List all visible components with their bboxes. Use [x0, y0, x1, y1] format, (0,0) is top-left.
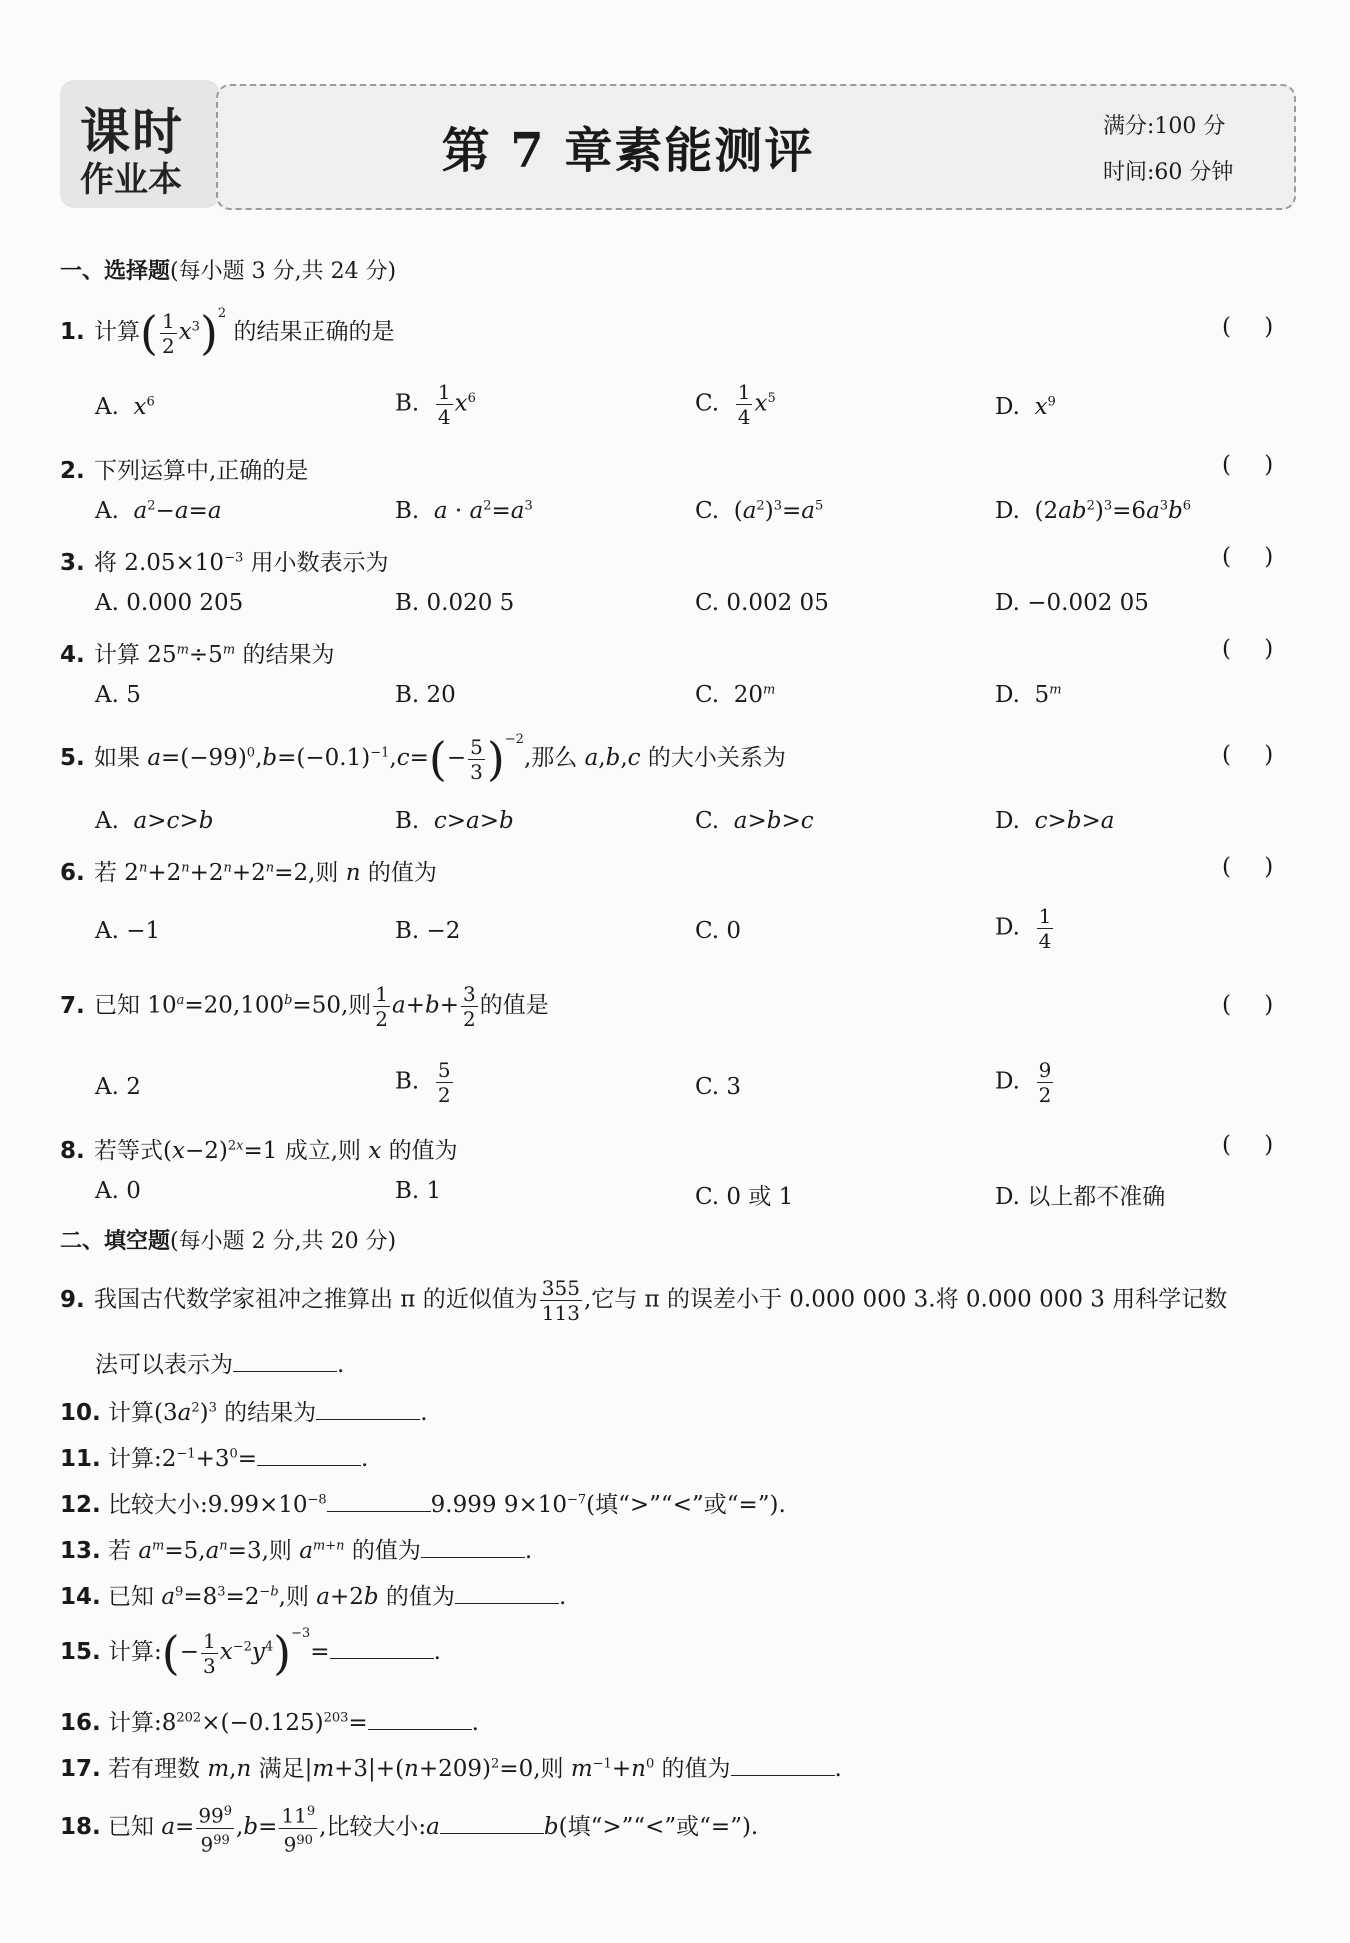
q14-answer-blank[interactable]	[455, 1583, 559, 1604]
q7-option-c: C. 3	[695, 1074, 742, 1100]
question-2	[60, 452, 308, 485]
q4-d-label: D.	[995, 682, 1020, 708]
q8-option-d: D. 以上都不准确	[995, 1184, 1166, 1210]
q11-text: 计算:	[108, 1446, 162, 1472]
q1-answer-paren: ( )	[1222, 314, 1274, 340]
q2-b-label: B.	[395, 498, 420, 524]
q17-answer-blank[interactable]	[731, 1755, 835, 1776]
full-score: 满分:100 分	[1103, 114, 1226, 139]
q2-text: 下列运算中,正确的是	[94, 458, 309, 484]
q7-option-a: A. 2	[95, 1074, 141, 1100]
q11-answer-blank[interactable]	[257, 1445, 361, 1466]
q8-option-c: C. 0 或 1	[695, 1184, 794, 1210]
section-fill-label: 二、填空题	[60, 1229, 171, 1254]
question-5: 5. 如果 $a=(-99)^0,b=(-0.1)^{-1},c=(-$ $\frac{5}{3}$ )$^{-2}$,那么 a,b,c 的大小关系为	[60, 732, 786, 786]
q3-post: 用小数表示为	[243, 550, 389, 576]
question-12: 12. 比较大小$:9.99\times 10^{-8}$ 9.999 $9\times 10^{-7}$(填“>”“<”或“=”).	[60, 1492, 786, 1518]
q3-option-c: C. 0.002 05	[695, 590, 829, 616]
q9-number: 9.	[60, 1286, 85, 1313]
q7-answer-paren: ( )	[1222, 992, 1274, 1018]
q6-answer-paren: ( )	[1222, 854, 1274, 880]
q9-answer-blank[interactable]	[233, 1351, 337, 1372]
q1-a-label: A.	[95, 394, 119, 420]
q10-number: 10.	[60, 1400, 101, 1426]
q6-option-d: D. $\frac{1}{4}$	[995, 904, 1052, 953]
q1-b-label: B.	[395, 390, 420, 417]
question-11: 11. 计算$:2^{-1}+3^0=$ .	[60, 1446, 369, 1472]
question-16: 16. 计算$:8^{202}\times(-0.125)^{203}=$ .	[60, 1710, 479, 1736]
q2-answer-paren: ( )	[1222, 452, 1274, 478]
q16-number: 16.	[60, 1710, 101, 1736]
q1-option-c: C. $\frac{1}{4}$ $x^5$	[695, 380, 776, 429]
q1-option-a: A. $x^6$	[95, 394, 155, 420]
question-18: 18. 已知 a= $\frac{99^9}{9^{99}}$ ,b= $\frac{11^9}{9^{90}}$ ,比较大小:a b(填“>”“<”或“=”).	[60, 1800, 758, 1856]
q4-option-b: B. 20	[395, 682, 456, 708]
page-title: 第 7 章素能测评	[441, 123, 815, 179]
q18-text: 已知	[108, 1814, 154, 1841]
question-8: 8. 若等式$(x-2)^{2x}=1$ 成立,则 x 的值为	[60, 1138, 458, 1164]
q9-post: ,它与 π 的误差小于 0.000 000 3.将 0.000 000 3 用科学记数	[583, 1286, 1228, 1313]
q4-option-c: C. 20$^m$	[695, 682, 776, 708]
q12-number: 12.	[60, 1492, 101, 1518]
q8-option-b: B. 1	[395, 1178, 442, 1204]
q5-option-c: C. a>b>c	[695, 808, 814, 834]
q5-text: 如果	[94, 745, 140, 771]
q14-text: 已知	[108, 1584, 154, 1610]
q4-text: 计算 25	[94, 642, 177, 668]
q16-answer-blank[interactable]	[368, 1709, 472, 1730]
q5-option-d: D. c>b>a	[995, 808, 1115, 834]
q15-number: 15.	[60, 1639, 101, 1665]
q3-number: 3.	[60, 550, 85, 576]
question-10: 10. 计算$(3a^2)^3$ 的结果为 .	[60, 1400, 428, 1426]
brand-logo	[60, 80, 220, 208]
q5-a-label: A.	[95, 808, 119, 834]
q8-option-a: A. 0	[95, 1178, 141, 1204]
q16-text: 计算:	[108, 1710, 162, 1736]
q1-d-label: D.	[995, 394, 1020, 420]
q2-option-c: C. $(a^2)^3=a^5$	[695, 498, 824, 524]
q6-text: 若	[94, 860, 117, 886]
q7-number: 7.	[60, 992, 85, 1019]
q2-d-label: D.	[995, 498, 1020, 524]
q4-answer-paren: ( )	[1222, 636, 1274, 662]
q5-number: 5.	[60, 745, 85, 771]
exam-meta	[1103, 104, 1233, 196]
q7-b-label: B.	[395, 1068, 420, 1095]
q2-number: 2.	[60, 458, 85, 484]
time-limit: 时间:60 分钟	[1103, 160, 1234, 185]
q5-answer-paren: ( )	[1222, 742, 1274, 768]
section-choice-note: (每小题 3 分,共 24 分)	[170, 259, 397, 284]
question-6: 6. 若 $2^n+2^n+2^n+2^n=2$,则 n 的值为	[60, 860, 437, 886]
q1-option-d: D. $x^9$	[995, 394, 1056, 420]
logo-line1: 课时	[80, 103, 184, 161]
q7-d-label: D.	[995, 1068, 1020, 1095]
q6-number: 6.	[60, 860, 85, 886]
section-choice-title	[60, 254, 396, 285]
q1-c-label: C.	[695, 390, 720, 417]
q1-number: 1.	[60, 319, 85, 345]
question-7: 7. 已知 $10^a=20,100^b=50$,则 $\frac{1}{2}$ a+b+ $\frac{3}{2}$ 的值是	[60, 982, 549, 1031]
q17-text: 若有理数	[108, 1756, 200, 1782]
question-3	[60, 544, 389, 577]
q3-option-a: A. 0.000 205	[95, 590, 244, 616]
q3-option-b: B. 0.020 5	[395, 590, 515, 616]
q3-pre: 将 2.05×10	[94, 550, 225, 576]
q2-option-d: D. $(2ab^2)^3=6a^3b^6$	[995, 498, 1192, 524]
q6-option-a: A. −1	[95, 918, 161, 944]
q13-text: 若	[108, 1538, 131, 1564]
q17-number: 17.	[60, 1756, 101, 1782]
q5-d-label: D.	[995, 808, 1020, 834]
q12-text: 比较大小:	[108, 1492, 208, 1518]
q13-number: 13.	[60, 1538, 101, 1564]
section-choice-label: 一、选择题	[60, 259, 171, 284]
q2-option-a: A. $a^2-a=a$	[95, 498, 222, 524]
q8-answer-paren: ( )	[1222, 1132, 1274, 1158]
q15-answer-blank[interactable]	[330, 1638, 434, 1659]
q6-option-b: B. −2	[395, 918, 461, 944]
q5-option-b: B. c>a>b	[395, 808, 514, 834]
q5-c-label: C.	[695, 808, 720, 834]
q9-line2-text: 法可以表示为	[95, 1352, 233, 1378]
q1-option-b: B. $\frac{1}{4}$ $x^6$	[395, 380, 476, 429]
q6-option-c: C. 0	[695, 918, 742, 944]
q7-text: 已知	[94, 992, 140, 1019]
q1-pre: 计算	[94, 319, 140, 345]
question-15: 15. 计算:(− $\frac{1}{3}$ $x^{-2}y^4)^{-3}=$ .	[60, 1626, 441, 1680]
q8-text: 若等式	[94, 1138, 163, 1164]
logo-line2: 作业本	[80, 160, 182, 200]
q2-option-b: B. $a \cdot a^2=a^3$	[395, 498, 533, 524]
q10-text: 计算	[108, 1400, 154, 1426]
q15-text: 计算:	[108, 1639, 162, 1665]
section-fill-title	[60, 1224, 396, 1255]
q7-option-b: B. $\frac{5}{2}$	[395, 1058, 451, 1107]
q8-number: 8.	[60, 1138, 85, 1164]
q5-b-label: B.	[395, 808, 420, 834]
q2-c-label: C.	[695, 498, 720, 524]
q7-option-d: D. $\frac{9}{2}$	[995, 1058, 1052, 1107]
q18-answer-blank[interactable]	[440, 1813, 544, 1834]
q6-d-label: D.	[995, 914, 1020, 941]
question-13: 13. 若 $a^m=5,a^n=3$,则 $a^{m+n}$ 的值为 .	[60, 1538, 533, 1564]
q5-option-a: A. a>c>b	[95, 808, 214, 834]
q4-option-a: A. 5	[95, 682, 141, 708]
q4-c-label: C.	[695, 682, 720, 708]
title-banner	[216, 84, 1296, 210]
q12-answer-blank[interactable]	[327, 1491, 431, 1512]
q11-number: 11.	[60, 1446, 101, 1472]
question-14: 14. 已知 $a^9=8^3=2^{-b}$,则 a+2b 的值为 .	[60, 1584, 567, 1610]
question-4: 4. 计算 $25^m\div 5^m$ 的结果为	[60, 642, 335, 668]
q2-a-label: A.	[95, 498, 119, 524]
q3-answer-paren: ( )	[1222, 544, 1274, 570]
q13-answer-blank[interactable]	[421, 1537, 525, 1558]
section-fill-note: (每小题 2 分,共 20 分)	[170, 1229, 397, 1254]
question-9-line2: 法可以表示为 .	[95, 1352, 345, 1378]
question-1: 1. 计算( $\frac{1}{2}$ $x^3)^2$ 的结果正确的是	[60, 306, 395, 360]
question-17: 17. 若有理数 m,n 满足$|m+3|+(n+209)^2=0$,则 $m^{-1}+n^0$ 的值为 .	[60, 1756, 842, 1782]
q3-option-d: D. −0.002 05	[995, 590, 1149, 616]
q18-number: 18.	[60, 1814, 101, 1841]
question-9: 9. 我国古代数学家祖冲之推算出 π 的近似值为 $\frac{355}{113}$ ,它与 π 的误差小于 0.000 000 3.将 0.000 000 3 用科学记数	[60, 1276, 1228, 1325]
q14-number: 14.	[60, 1584, 101, 1610]
q3-exponent: −3	[224, 550, 244, 566]
q4-option-d: D. 5$^m$	[995, 682, 1062, 708]
q9-pre: 我国古代数学家祖冲之推算出 π 的近似值为	[94, 1286, 538, 1313]
q1-post: 的结果正确的是	[226, 319, 395, 345]
q4-number: 4.	[60, 642, 85, 668]
q10-answer-blank[interactable]	[316, 1399, 420, 1420]
